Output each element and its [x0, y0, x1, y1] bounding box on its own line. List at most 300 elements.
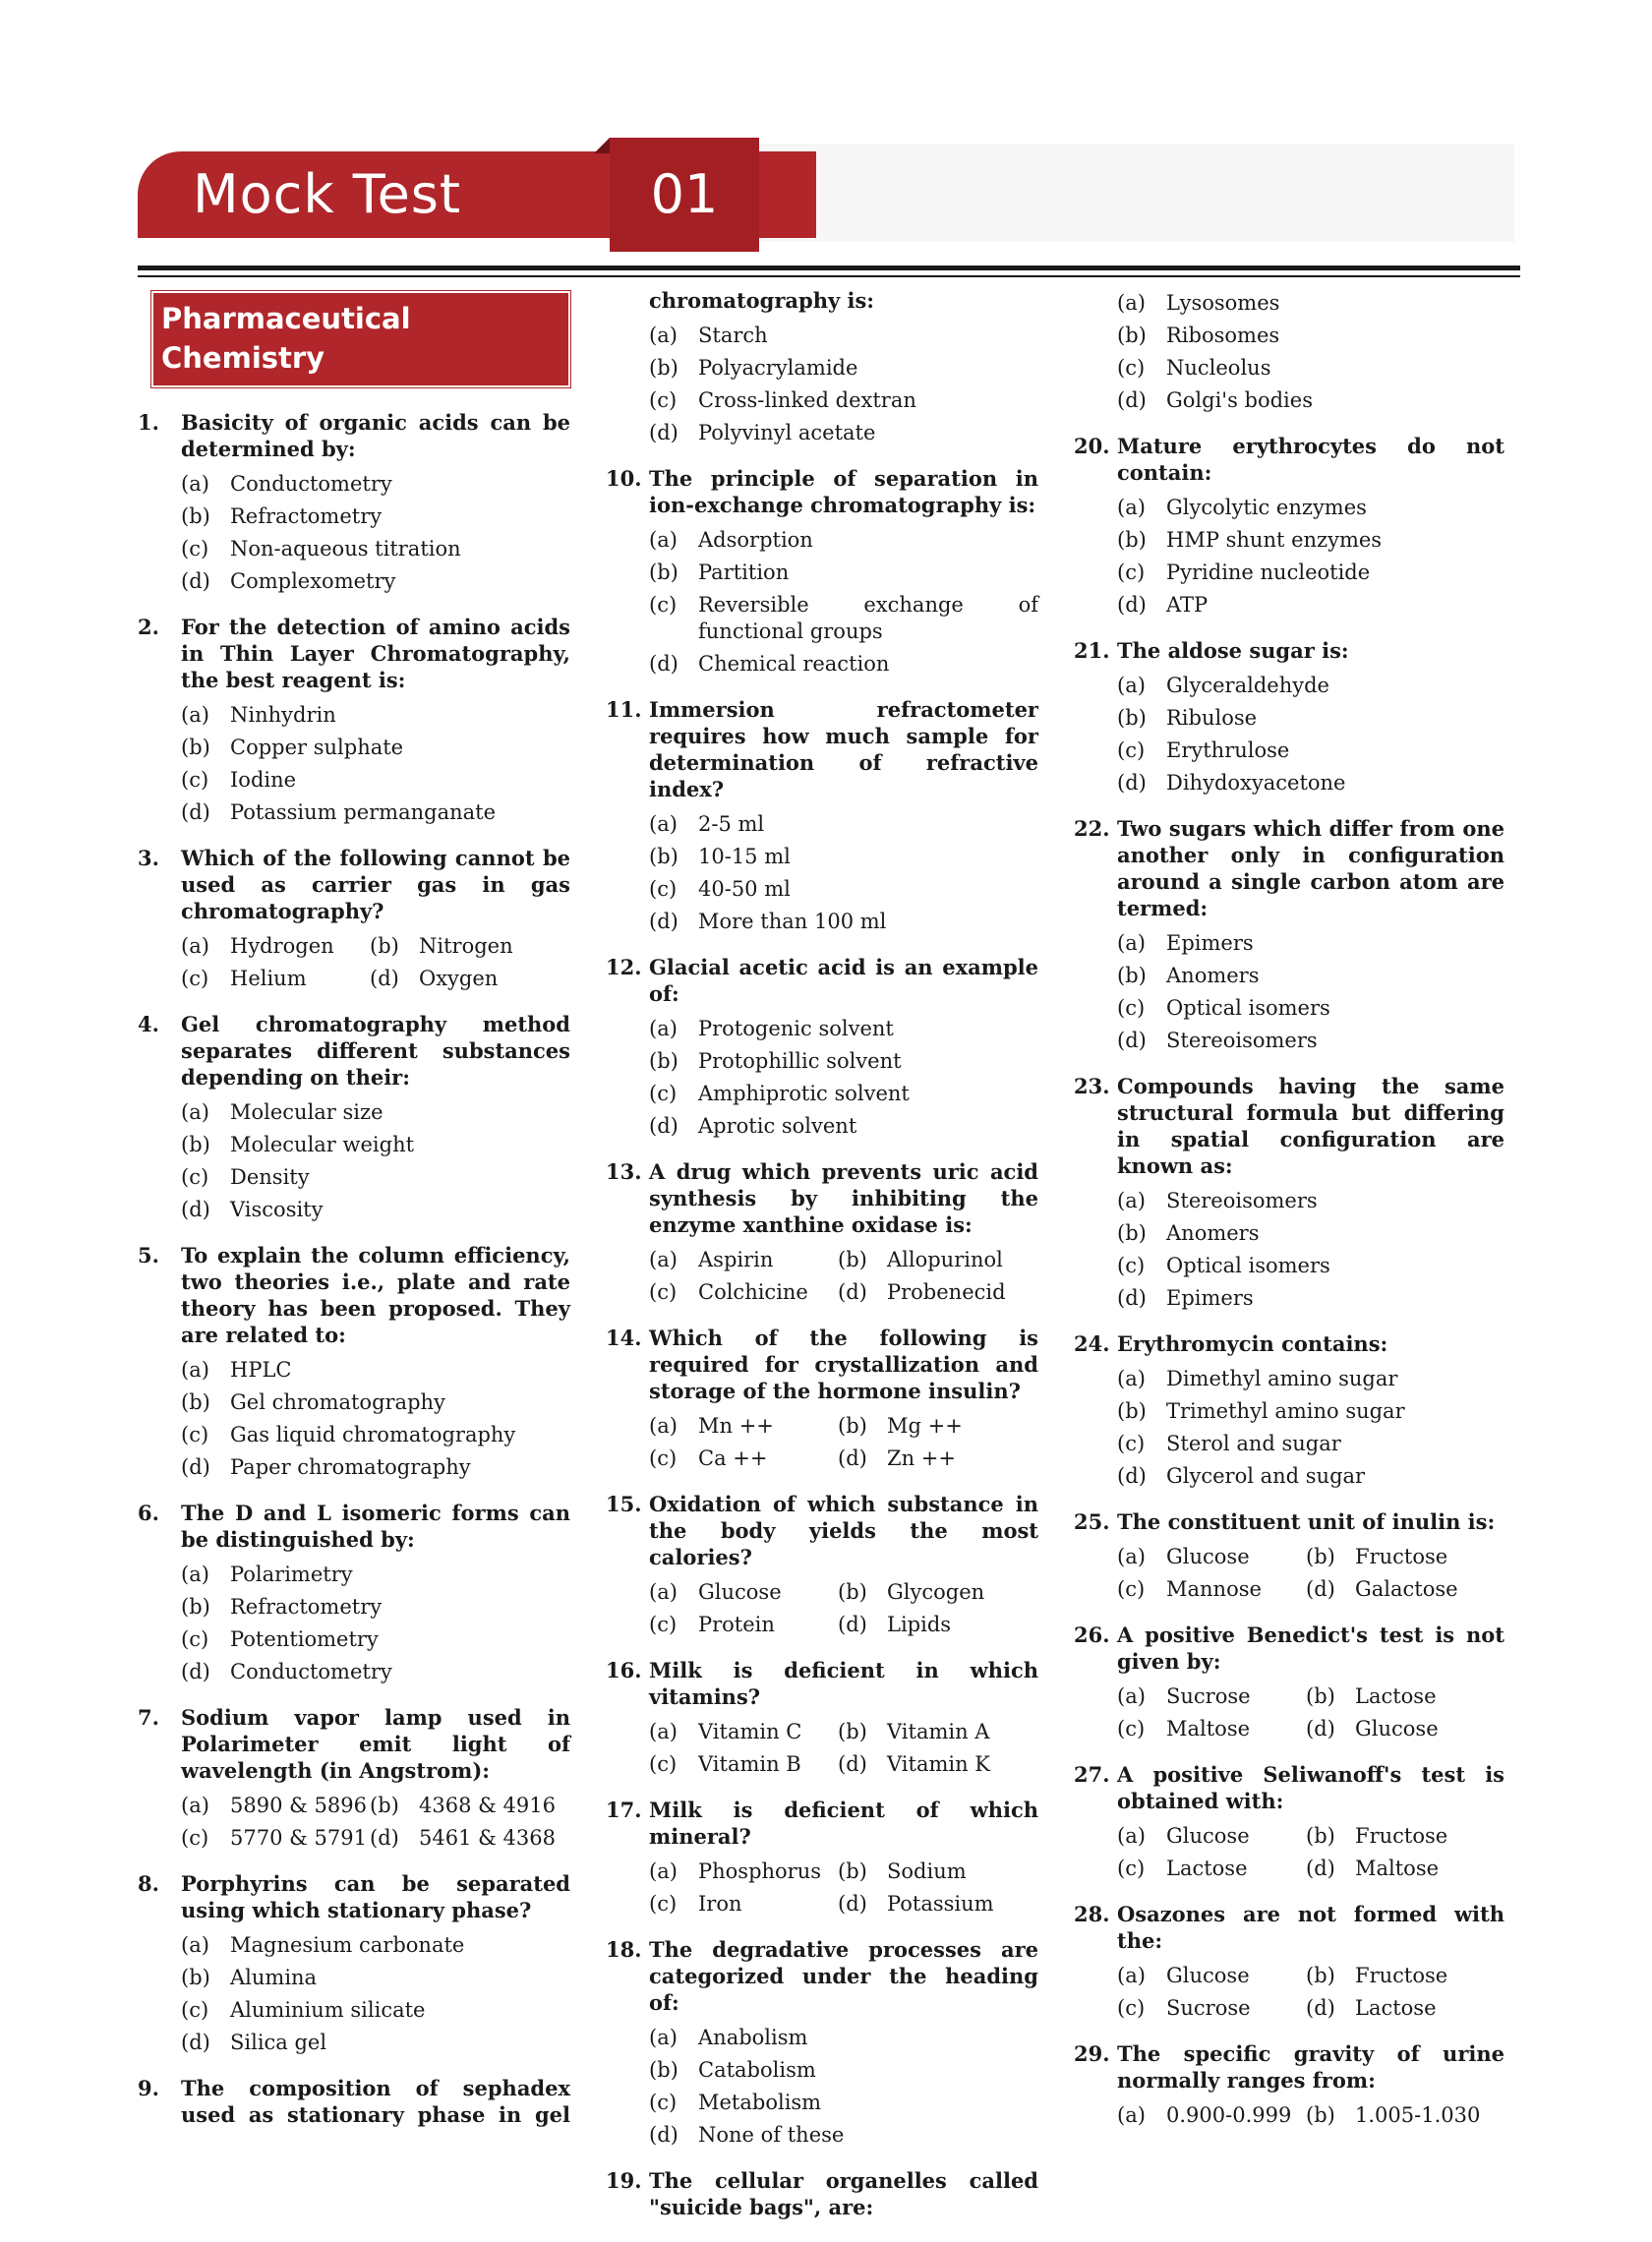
column-3: [1074, 287, 1504, 2148]
option-label: (b): [649, 845, 678, 868]
option-text: Galactose: [1355, 1577, 1458, 1601]
question-text: Basicity of organic acids can be determined by:: [181, 410, 570, 461]
option-label: (c): [1117, 560, 1146, 584]
header-background: [759, 144, 1514, 242]
option: [1117, 524, 1504, 557]
option-text: Viscosity: [230, 1198, 324, 1221]
option-label: (d): [649, 1114, 678, 1138]
option: [649, 1410, 838, 1443]
option-text: Magnesium carbonate: [230, 1933, 465, 1957]
option-text: Glycogen: [887, 1580, 985, 1604]
question-28: [1074, 1901, 1504, 2025]
question-17: [606, 1797, 1038, 1920]
option: [181, 1559, 570, 1591]
option: [649, 1276, 838, 1309]
option-label: (b): [838, 1859, 867, 1883]
option-label: (c): [181, 1998, 209, 2022]
option-label: (a): [1117, 1545, 1146, 1568]
option-label: (b): [181, 1133, 210, 1156]
option-text: Polarimetry: [230, 1563, 353, 1586]
question-2: [138, 614, 570, 829]
option-label: (a): [649, 812, 678, 836]
option-label: (b): [649, 2058, 678, 2082]
option: [1117, 1960, 1306, 1992]
option-text: Starch: [698, 324, 768, 347]
option: [838, 1888, 1038, 1920]
option-text: Protogenic solvent: [698, 1017, 894, 1040]
option-text: Maltose: [1166, 1717, 1251, 1740]
option: [649, 1576, 838, 1609]
option: [1117, 702, 1504, 735]
option-label: (c): [1117, 1717, 1146, 1740]
option-text: ATP: [1166, 593, 1209, 617]
option-text: Maltose: [1355, 1857, 1440, 1880]
option-text: Optical isomers: [1166, 996, 1330, 1020]
option-label: (b): [838, 1580, 867, 1604]
option: [1117, 352, 1504, 384]
option-label: (d): [838, 1613, 867, 1636]
option-label: (b): [370, 934, 399, 958]
option-text: Potentiometry: [230, 1627, 379, 1651]
option-text: HMP shunt enzymes: [1166, 528, 1383, 552]
column-1: [138, 287, 570, 2144]
option-label: (b): [838, 1248, 867, 1271]
option-label: (c): [649, 1613, 678, 1636]
option-text: Vitamin B: [698, 1752, 801, 1776]
question-9-continued: [606, 287, 1038, 449]
option-label: (c): [181, 1423, 209, 1446]
question-number: 29.: [1074, 2041, 1110, 2066]
option-label: (d): [181, 1660, 210, 1683]
option-label: (a): [1117, 931, 1146, 955]
option-text: Zn ++: [887, 1446, 956, 1470]
option-label: (a): [1117, 291, 1146, 315]
option-text: Glucose: [1355, 1717, 1439, 1740]
option: [181, 1194, 570, 1226]
option-label: (a): [181, 703, 209, 727]
option-text: Alumina: [230, 1966, 318, 1989]
option: [181, 1790, 370, 1822]
option-text: Vitamin C: [698, 1720, 802, 1743]
header-divider-thick: [138, 266, 1520, 270]
option-text: Protophillic solvent: [698, 1049, 902, 1073]
option: [649, 873, 1038, 906]
option-text: Chemical reaction: [698, 652, 890, 676]
option: [649, 1609, 838, 1641]
option-text: Partition: [698, 560, 790, 584]
option: [1306, 1992, 1504, 2025]
option: [181, 699, 570, 732]
question-text: For the detection of amino acids in Thin Layer Chromatography, the best reagent is:: [181, 615, 570, 692]
question-number: 15.: [606, 1492, 642, 1516]
option: [1117, 1820, 1306, 1853]
option-text: Protein: [698, 1613, 775, 1636]
option-text: Aluminium silicate: [230, 1998, 426, 2022]
option-label: (d): [838, 1280, 867, 1304]
option-label: (c): [181, 1627, 209, 1651]
question-number: 25.: [1074, 1509, 1110, 1534]
option-label: (a): [181, 1933, 209, 1957]
option: [181, 930, 370, 963]
option-label: (c): [649, 1892, 678, 1916]
option-text: Optical isomers: [1166, 1254, 1330, 1277]
option-label: (d): [838, 1892, 867, 1916]
option-label: (b): [1117, 1399, 1147, 1423]
option: [649, 1748, 838, 1781]
option: [838, 1244, 1038, 1276]
option-label: (b): [1117, 528, 1147, 552]
option: [649, 1110, 1038, 1143]
option: [1117, 557, 1504, 589]
option-label: (d): [1117, 771, 1147, 795]
option-label: (d): [1306, 1996, 1335, 2020]
option: [181, 764, 570, 796]
option-text: Sterol and sugar: [1166, 1432, 1341, 1455]
option-label: (b): [181, 1390, 210, 1414]
option-text: Non-aqueous titration: [230, 537, 461, 560]
option: [181, 1451, 570, 1484]
option-text: Colchicine: [698, 1280, 808, 1304]
option: [1117, 1250, 1504, 1282]
option-text: Paper chromatography: [230, 1455, 471, 1479]
question-10: [606, 465, 1038, 680]
question-number: 20.: [1074, 434, 1110, 458]
question-text: Two sugars which differ from one another only in configuration around a single carbon atom are termed:: [1117, 816, 1504, 920]
option: [649, 557, 1038, 589]
question-text: Erythromycin contains:: [1117, 1331, 1388, 1356]
option: [181, 732, 570, 764]
question-number: 21.: [1074, 638, 1110, 663]
question-number: 27.: [1074, 1762, 1110, 1787]
option-label: (a): [1117, 1367, 1146, 1390]
option-text: Pyridine nucleotide: [1166, 560, 1371, 584]
page-title: Mock Test: [193, 163, 462, 225]
option-text: Reversible exchange of functional groups: [698, 593, 1038, 643]
option: [1117, 492, 1504, 524]
option-text: Adsorption: [698, 528, 813, 552]
option: [1117, 1217, 1504, 1250]
question-1: [138, 409, 570, 598]
option-label: (a): [181, 1794, 209, 1817]
option-text: Glycolytic enzymes: [1166, 496, 1367, 519]
question-text: The degradative processes are categorized under the heading of:: [649, 1937, 1038, 2015]
option-label: (d): [649, 421, 678, 444]
option: [181, 2027, 570, 2059]
option: [1306, 1853, 1504, 1885]
header-divider-thin: [138, 275, 1520, 277]
option-text: Fructose: [1355, 1545, 1448, 1568]
option: [838, 1748, 1038, 1781]
option: [1117, 384, 1504, 417]
question-number: 8.: [138, 1871, 159, 1896]
option-text: Probenecid: [887, 1280, 1006, 1304]
header-number-fold: [594, 138, 610, 153]
option-text: Mg ++: [887, 1414, 963, 1438]
option-text: Anomers: [1166, 964, 1260, 987]
question-29: [1074, 2040, 1504, 2132]
option-label: (b): [649, 356, 678, 380]
question-18: [606, 1936, 1038, 2152]
question-text: The constituent unit of inulin is:: [1117, 1509, 1496, 1534]
option-label: (a): [1117, 1964, 1146, 1987]
option-label: (a): [649, 2026, 678, 2049]
option: [1117, 960, 1504, 992]
question-text: The aldose sugar is:: [1117, 638, 1349, 663]
option-text: Anabolism: [698, 2026, 808, 2049]
option-label: (d): [1306, 1857, 1335, 1880]
option: [181, 1096, 570, 1129]
question-text: The specific gravity of urine normally ranges from:: [1117, 2041, 1504, 2093]
option: [181, 468, 570, 501]
option-text: HPLC: [230, 1358, 292, 1382]
option-label: (b): [1306, 1684, 1335, 1708]
option: [1306, 1960, 1504, 1992]
option: [1306, 2099, 1504, 2132]
option-text: Anomers: [1166, 1221, 1260, 1245]
option-label: (d): [1117, 1286, 1147, 1310]
option: [1117, 2099, 1306, 2132]
option-label: (c): [181, 1826, 209, 1850]
option-label: (d): [1117, 1029, 1147, 1052]
option: [1117, 287, 1504, 320]
question-16: [606, 1657, 1038, 1781]
question-14: [606, 1325, 1038, 1475]
option: [370, 930, 570, 963]
option-text: Catabolism: [698, 2058, 816, 2082]
option: [1117, 1853, 1306, 1885]
question-24: [1074, 1330, 1504, 1493]
question-number: 24.: [1074, 1331, 1110, 1356]
option: [181, 1419, 570, 1451]
option: [1117, 320, 1504, 352]
option-label: (d): [1306, 1717, 1335, 1740]
option-label: (d): [649, 910, 678, 933]
option-text: Gas liquid chromatography: [230, 1423, 516, 1446]
option-label: (b): [649, 1049, 678, 1073]
option-label: (a): [649, 1017, 678, 1040]
option: [649, 1856, 838, 1888]
question-22: [1074, 815, 1504, 1057]
option: [1117, 1363, 1504, 1395]
option-text: Molecular size: [230, 1100, 384, 1124]
question-text: Mature erythrocytes do not contain:: [1117, 434, 1504, 485]
question-5: [138, 1242, 570, 1484]
option-label: (c): [649, 877, 678, 901]
question-number: 23.: [1074, 1074, 1110, 1098]
option: [838, 1443, 1038, 1475]
option-text: Dihydoxyacetone: [1166, 771, 1346, 795]
option: [1117, 1713, 1306, 1745]
option-label: (b): [181, 1966, 210, 1989]
option-label: (c): [649, 388, 678, 412]
option-label: (a): [649, 1720, 678, 1743]
option-label: (c): [1117, 738, 1146, 762]
option: [1117, 670, 1504, 702]
question-number: 6.: [138, 1501, 159, 1525]
question-number: 14.: [606, 1326, 642, 1350]
option: [649, 1013, 1038, 1045]
option-label: (b): [1306, 2103, 1335, 2127]
option-text: 10-15 ml: [698, 845, 791, 868]
option: [1306, 1573, 1504, 1606]
option-text: Glyceraldehyde: [1166, 674, 1329, 697]
question-3: [138, 845, 570, 995]
option: [181, 533, 570, 565]
option: [1117, 1681, 1306, 1713]
question-9: [138, 2075, 570, 2128]
option-label: (a): [181, 1563, 209, 1586]
option-label: (c): [649, 1082, 678, 1105]
option-label: (d): [181, 1198, 210, 1221]
option: [649, 2054, 1038, 2087]
option-text: Mannose: [1166, 1577, 1262, 1601]
option-text: Polyacrylamide: [698, 356, 858, 380]
option-text: 2-5 ml: [698, 812, 765, 836]
option-text: Golgi's bodies: [1166, 388, 1313, 412]
option: [1117, 1460, 1504, 1493]
option-label: (b): [1117, 706, 1147, 730]
option: [181, 963, 370, 995]
option: [649, 1443, 838, 1475]
option-text: Oxygen: [419, 967, 499, 990]
option-label: (d): [181, 800, 210, 824]
option: [181, 501, 570, 533]
option-label: (b): [838, 1414, 867, 1438]
option-text: 5890 & 5896: [230, 1794, 367, 1817]
option: [649, 648, 1038, 680]
option-text: Ninhydrin: [230, 703, 336, 727]
option-text: Sucrose: [1166, 1684, 1251, 1708]
question-number: 18.: [606, 1937, 642, 1962]
option-label: (d): [1306, 1577, 1335, 1601]
question-15: [606, 1491, 1038, 1641]
question-text: The principle of separation in ion-exchange chromatography is:: [649, 466, 1038, 517]
option: [1306, 1820, 1504, 1853]
option-label: (c): [649, 593, 678, 617]
option-text: Refractometry: [230, 1595, 383, 1619]
question-number: 3.: [138, 846, 159, 870]
option-text: Metabolism: [698, 2091, 822, 2114]
option-label: (b): [181, 1595, 210, 1619]
option-text: Potassium: [887, 1892, 994, 1916]
option: [1117, 1992, 1306, 2025]
question-number: 9.: [138, 2076, 159, 2100]
option-label: (d): [1117, 388, 1147, 412]
option: [649, 417, 1038, 449]
option-text: Erythrulose: [1166, 738, 1290, 762]
option-text: Lipids: [887, 1613, 952, 1636]
question-12: [606, 954, 1038, 1143]
question-number: 10.: [606, 466, 642, 491]
option-label: (a): [649, 528, 678, 552]
option: [649, 589, 1038, 648]
option: [649, 1716, 838, 1748]
question-text: chromatography is:: [649, 288, 875, 313]
question-number: 12.: [606, 955, 642, 979]
option-text: Lysosomes: [1166, 291, 1280, 315]
question-number: 28.: [1074, 1902, 1110, 1926]
question-19-options: [1074, 287, 1504, 417]
option: [649, 1045, 1038, 1078]
question-4: [138, 1011, 570, 1226]
option: [838, 1576, 1038, 1609]
option-text: Helium: [230, 967, 307, 990]
question-text: The composition of sephadex used as stationary phase in gel: [181, 2076, 570, 2127]
question-27: [1074, 1761, 1504, 1885]
option: [1117, 1428, 1504, 1460]
option-label: (c): [649, 1752, 678, 1776]
option: [649, 524, 1038, 557]
option: [838, 1856, 1038, 1888]
option-text: Ribulose: [1166, 706, 1258, 730]
option: [649, 352, 1038, 384]
option-label: (c): [649, 2091, 678, 2114]
spacer: [606, 287, 649, 314]
question-text: Which of the following cannot be used as carrier gas in gas chromatography?: [181, 846, 570, 923]
option: [181, 565, 570, 598]
option-text: Ribosomes: [1166, 324, 1280, 347]
option: [838, 1609, 1038, 1641]
question-text: Porphyrins can be separated using which stationary phase?: [181, 1871, 570, 1922]
option-label: (d): [370, 967, 399, 990]
option: [1117, 1541, 1306, 1573]
option: [181, 1994, 570, 2027]
option: [1117, 735, 1504, 767]
option: [649, 320, 1038, 352]
option-text: Nitrogen: [419, 934, 513, 958]
option-text: Allopurinol: [887, 1248, 1003, 1271]
option-label: (c): [181, 537, 209, 560]
question-text: Milk is deficient of which mineral?: [649, 1798, 1038, 1849]
option: [649, 1078, 1038, 1110]
option-text: 5461 & 4368: [419, 1826, 556, 1850]
option: [1306, 1681, 1504, 1713]
option-text: Polyvinyl acetate: [698, 421, 876, 444]
option: [181, 1656, 570, 1688]
question-text: Glacial acetic acid is an example of:: [649, 955, 1038, 1006]
option-label: (d): [838, 1752, 867, 1776]
option-label: (a): [649, 1248, 678, 1271]
option-text: Aspirin: [698, 1248, 774, 1271]
option-text: Lactose: [1355, 1996, 1437, 2020]
option-label: (c): [181, 768, 209, 792]
question-text: Milk is deficient in which vitamins?: [649, 1658, 1038, 1709]
question-number: 4.: [138, 1012, 159, 1036]
column-2: [606, 287, 1038, 2236]
question-number: 17.: [606, 1798, 642, 1822]
question-text: Osazones are not formed with the:: [1117, 1902, 1504, 1953]
option-text: Fructose: [1355, 1824, 1448, 1848]
option-label: (b): [370, 1794, 399, 1817]
option-label: (c): [181, 967, 209, 990]
option-text: Glucose: [1166, 1964, 1250, 1987]
option-label: (a): [649, 324, 678, 347]
question-number: 13.: [606, 1159, 642, 1184]
option: [649, 808, 1038, 841]
question-number: 11.: [606, 697, 642, 722]
option-label: (b): [649, 560, 678, 584]
option-label: (a): [1117, 1189, 1146, 1212]
option-label: (c): [649, 1280, 678, 1304]
option: [1117, 927, 1504, 960]
option-text: Trimethyl amino sugar: [1166, 1399, 1405, 1423]
option: [181, 1929, 570, 1962]
option-text: Mn ++: [698, 1414, 774, 1438]
question-number: 22.: [1074, 816, 1110, 841]
option: [181, 1161, 570, 1194]
option-text: Molecular weight: [230, 1133, 415, 1156]
option: [1117, 1395, 1504, 1428]
